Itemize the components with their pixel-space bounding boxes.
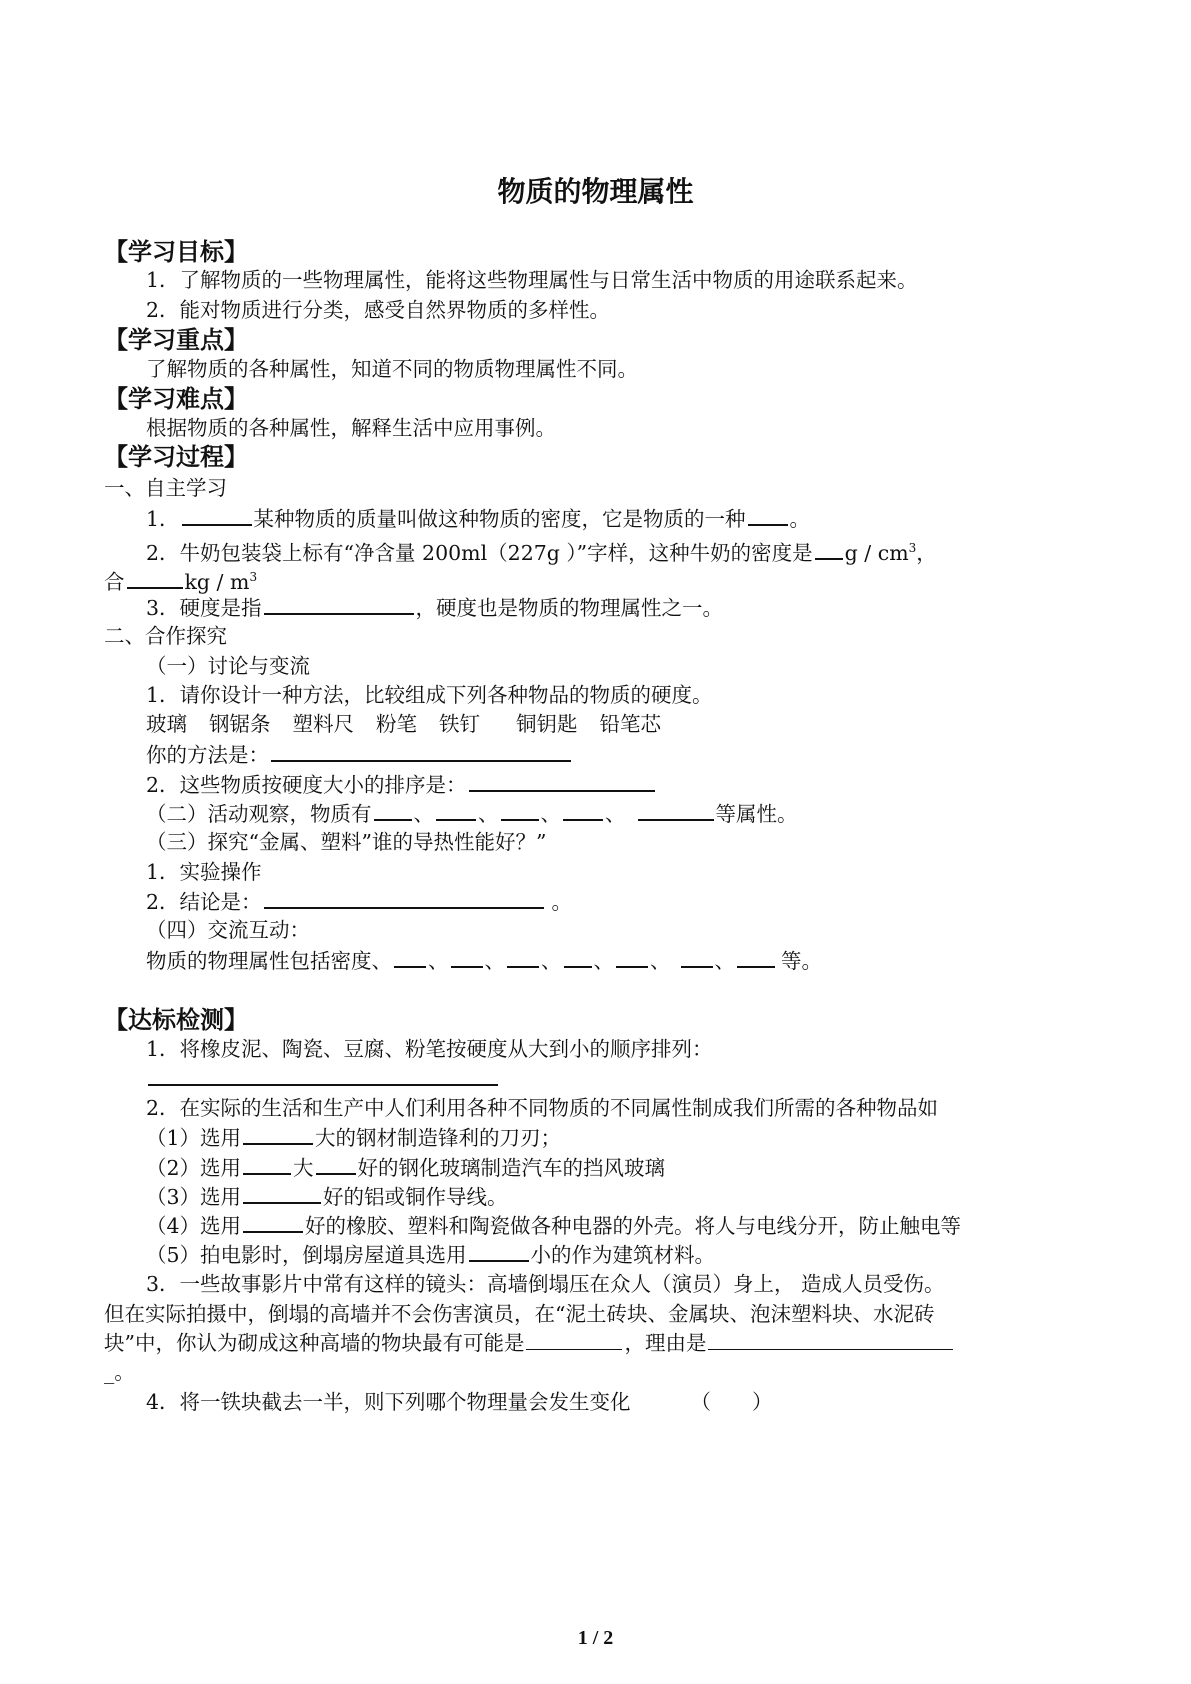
test-q2-4 xyxy=(146,1209,1191,1241)
q3-blank[interactable] xyxy=(264,591,414,615)
summary-blank[interactable] xyxy=(681,944,713,968)
conclusion-end: 。 xyxy=(551,890,573,914)
method-line xyxy=(146,738,1191,770)
t2-3-blank[interactable] xyxy=(243,1180,321,1204)
test-q1-blank[interactable] xyxy=(148,1062,498,1086)
p2-label: 2．这些物质按硬度大小的排序是： xyxy=(146,773,467,797)
t2-5-label: （5）拍电影时，倒塌房屋道具选用 xyxy=(146,1243,467,1267)
materials-list xyxy=(146,708,1191,740)
t2-2-text-a: 大 xyxy=(293,1156,314,1180)
t3-blank-2[interactable] xyxy=(708,1327,953,1350)
test-q3-line2: 但在实际拍摄中，倒塌的高墙并不会伤害演员，在“泥土砖块、金属块、泡沫塑料块、水泥砖 xyxy=(104,1302,935,1326)
t3-text-b: ，理由是 xyxy=(624,1331,707,1355)
material-item: 铜钥匙 xyxy=(516,712,578,736)
key-text: 了解物质的各种属性，知道不同的物质物理属性不同。 xyxy=(146,357,638,381)
q2-blank-2[interactable] xyxy=(127,565,183,589)
sub2-sep: 、 xyxy=(413,802,434,826)
t2-5-text: 小的作为建筑材料。 xyxy=(530,1243,716,1267)
t2-1-blank[interactable] xyxy=(243,1121,313,1145)
test-q3-line1: 3．一些故事影片中常有这样的镜头：高墙倒塌压在众人（演员）身上， 造成人员受伤。 xyxy=(146,1272,945,1296)
test-q1: 1．将橡皮泥、陶瓷、豆腐、粉笔按硬度从大到小的顺序排列： xyxy=(146,1037,713,1061)
summary-line xyxy=(146,944,1191,976)
sub2-text-a: （二）活动观察，物质有 xyxy=(146,802,372,826)
t4-answer-paren[interactable]: （ ） xyxy=(690,1390,773,1414)
process-q3 xyxy=(146,591,1191,623)
sub2-blank-5[interactable] xyxy=(638,797,714,821)
t2-1-text: 大的钢材制造锋利的刀刃； xyxy=(315,1126,562,1150)
t2-4-text: 好的橡胶、塑料和陶瓷做各种电器的外壳。将人与电线分开，防止触电等 xyxy=(305,1214,962,1238)
goals-heading: 【学习目标】 xyxy=(104,238,248,266)
q1-number: 1． xyxy=(146,507,180,531)
q2-text: 2．牛奶包装袋上标有“净含量 200ml（227g ）”字样，这种牛奶的密度是 xyxy=(146,540,813,565)
q1-blank-2[interactable] xyxy=(748,502,788,526)
method-label: 你的方法是： xyxy=(146,743,269,767)
key-heading: 【学习重点】 xyxy=(104,326,248,354)
test-q2-1 xyxy=(146,1121,1191,1153)
sub2-text-b: 等属性。 xyxy=(715,802,798,826)
summary-text-b: 等。 xyxy=(781,949,822,973)
sub3-title: （三）探究“金属、塑料”谁的导热性能好？” xyxy=(146,830,547,854)
sub4-title: （四）交流互动： xyxy=(146,918,310,942)
conclusion-blank[interactable] xyxy=(264,885,544,909)
test-q2-5 xyxy=(146,1238,1191,1270)
test-q3-line4: _。 xyxy=(104,1360,135,1384)
test-q1-answer xyxy=(146,1062,1191,1094)
q2-blank-1[interactable] xyxy=(815,536,843,560)
goal-item-1: 1．了解物质的一些物理属性，能将这些物理属性与日常生活中物质的用途联系起来。 xyxy=(146,268,918,292)
test-q2-2 xyxy=(146,1151,1191,1183)
test-q4 xyxy=(146,1386,1191,1418)
q3-text-a: 3．硬度是指 xyxy=(146,596,262,620)
material-item: 钢锯条 xyxy=(209,712,271,736)
material-item: 铅笔芯 xyxy=(599,712,661,736)
p2-blank[interactable] xyxy=(469,768,655,792)
t2-4-label: （4）选用 xyxy=(146,1214,242,1238)
t3-text-a: 块”中，你认为砌成这种高墙的物块最有可能是 xyxy=(104,1331,525,1355)
method-blank[interactable] xyxy=(271,738,571,762)
test-q3-line3 xyxy=(104,1327,1191,1359)
page-number: 1 / 2 xyxy=(577,1627,614,1649)
summary-sep: 、 xyxy=(593,949,614,973)
q2-unit-sup: 3 xyxy=(908,541,917,555)
summary-sep: 、 xyxy=(650,949,671,973)
q2-unit-sup-2: 3 xyxy=(249,570,258,584)
process-q1 xyxy=(146,502,1191,534)
sub2-blank-4[interactable] xyxy=(563,797,603,821)
goal-item-2: 2．能对物质进行分类，感受自然界物质的多样性。 xyxy=(146,298,611,322)
q3-text-b: ，硬度也是物质的物理属性之一。 xyxy=(415,596,724,620)
q2-comma: ， xyxy=(916,540,937,565)
summary-blank[interactable] xyxy=(737,944,775,968)
summary-sep: 、 xyxy=(714,949,735,973)
q1-end: 。 xyxy=(789,507,811,531)
conclusion-line xyxy=(146,885,1191,917)
t2-4-blank[interactable] xyxy=(243,1209,303,1233)
sub1-title: （一）讨论与变流 xyxy=(146,654,310,678)
p2-line xyxy=(146,768,1191,800)
test-q2: 2．在实际的生活和生产中人们利用各种不同物质的不同属性制成我们所需的各种物品如 xyxy=(146,1096,939,1120)
t2-5-blank[interactable] xyxy=(469,1238,529,1262)
sub2-blank-1[interactable] xyxy=(374,797,412,821)
summary-blank[interactable] xyxy=(507,944,539,968)
difficulty-heading: 【学习难点】 xyxy=(104,385,248,413)
summary-sep: 、 xyxy=(484,949,505,973)
t2-2-text-b: 好的钢化玻璃制造汽车的挡风玻璃 xyxy=(357,1156,666,1180)
t4-text: 4．将一铁块截去一半，则下列哪个物理量会发生变化 xyxy=(146,1390,631,1414)
t2-3-label: （3）选用 xyxy=(146,1185,242,1209)
summary-blank[interactable] xyxy=(616,944,648,968)
sub2-line xyxy=(146,797,1191,829)
part2-title: 二、合作探究 xyxy=(104,624,227,648)
t2-3-text: 好的铝或铜作导线。 xyxy=(323,1185,508,1209)
t2-1-label: （1）选用 xyxy=(146,1126,242,1150)
summary-sep: 、 xyxy=(541,949,562,973)
sub2-sep: 、 xyxy=(540,802,561,826)
summary-blank[interactable] xyxy=(564,944,592,968)
process-heading: 【学习过程】 xyxy=(104,443,248,471)
page-title: 物质的物理属性 xyxy=(497,175,694,208)
op-text: 1．实验操作 xyxy=(146,860,262,884)
test-heading: 【达标检测】 xyxy=(104,1006,248,1034)
process-q2 xyxy=(146,532,1191,564)
process-q2-cont xyxy=(104,561,1191,593)
summary-sep: 、 xyxy=(428,949,449,973)
q1-text: 某种物质的质量叫做这种物质的密度，它是物质的一种 xyxy=(253,507,746,531)
sub2-blank-3[interactable] xyxy=(501,797,539,821)
material-item: 铁钉 xyxy=(439,712,480,736)
t3-blank-1[interactable] xyxy=(526,1327,622,1350)
t2-2-blank-2[interactable] xyxy=(316,1151,356,1175)
t2-2-blank-1[interactable] xyxy=(243,1151,291,1175)
q1-blank-1[interactable] xyxy=(182,502,252,526)
t2-2-label: （2）选用 xyxy=(146,1156,242,1180)
test-q2-3 xyxy=(146,1180,1191,1212)
sub2-blank-2[interactable] xyxy=(436,797,476,821)
q2-he: 合 xyxy=(104,569,125,594)
q2-unit-2: kg / m xyxy=(184,569,250,594)
summary-text-a: 物质的物理属性包括密度、 xyxy=(146,949,392,973)
sub2-sep: 、 xyxy=(605,802,626,826)
summary-blank[interactable] xyxy=(451,944,483,968)
sub2-sep: 、 xyxy=(478,802,499,826)
p1-text: 1．请你设计一种方法，比较组成下列各种物品的物质的硬度。 xyxy=(146,683,713,707)
conclusion-label: 2．结论是： xyxy=(146,890,262,914)
summary-blank[interactable] xyxy=(394,944,426,968)
q2-unit: g / cm xyxy=(844,540,909,565)
part1-title: 一、自主学习 xyxy=(104,476,227,500)
difficulty-text: 根据物质的各种属性，解释生活中应用事例。 xyxy=(146,416,556,440)
material-item: 塑料尺 xyxy=(292,712,354,736)
material-item: 玻璃 xyxy=(146,712,187,736)
material-item: 粉笔 xyxy=(376,712,417,736)
